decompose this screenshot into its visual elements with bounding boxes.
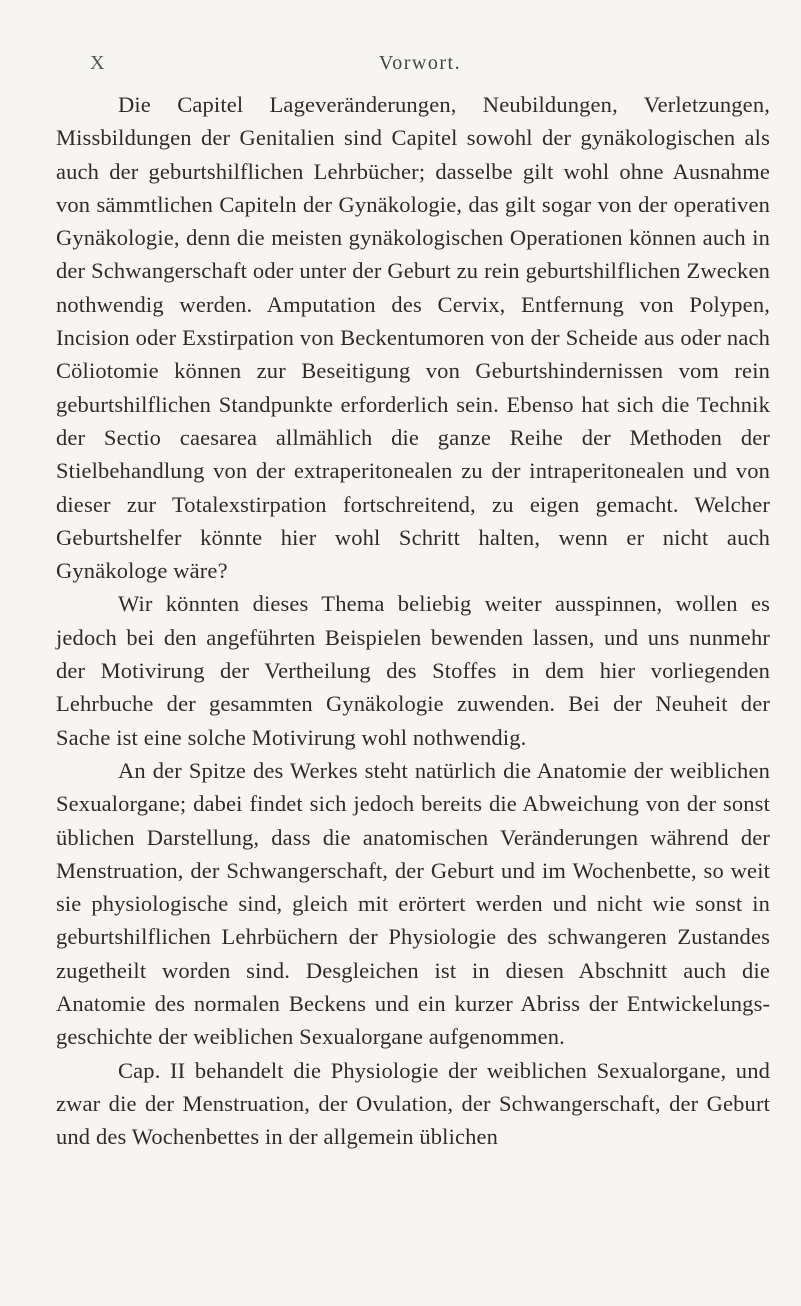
running-title: Vorwort. bbox=[378, 52, 462, 74]
page-number: X bbox=[90, 52, 106, 74]
paragraph-4: Cap. II behandelt die Physiologie der weiblichen Sexualorgane, und zwar die der Menstruation, der Ovulation, der Schwangerschaft, der Geburt und des Wochenbettes in der allgemein üblichen bbox=[56, 1057, 770, 1150]
body-text bbox=[56, 88, 770, 1154]
paragraph-2: Wir könnten dieses Thema beliebig weiter ausspinnen, wollen es jedoch bei den angeführten Beispielen bewenden lassen, und uns nunmehr der Motivirung der Vertheilung des Stoffes in dem hier vorliegenden Lehrbuche der gesammten Gynäkologie zuwenden. Bei der Neuheit der Sache ist eine solche Motivirung wohl nothwendig. bbox=[56, 591, 770, 750]
paragraph-3: An der Spitze des Werkes steht natürlich die Anatomie der weiblichen Sexualorgane; dabei findet sich jedoch bereits die Abweichung von der sonst üblichen Darstellung, dass die anatomischen Veränderungen während der Menstruation, der Schwangerschaft, der Geburt und im Wochenbette, so weit sie physiologische sind, gleich mit erörtert werden und nicht wie sonst in geburtshilflichen Lehrbüchern der Physiologie des schwangeren Zustandes zugetheilt worden sind. Desgleichen ist in diesen Abschnitt auch die Anatomie des normalen Beckens und ein kurzer Abriss der Entwickelungsgeschichte der weiblichen Sexualorgane aufgenommen. bbox=[56, 757, 770, 1050]
running-head bbox=[90, 52, 750, 80]
paragraph-1: Die Capitel Lageveränderungen, Neubildungen, Verletzungen, Missbildungen der Genitalien sind Capitel sowohl der gynäkologischen als auch der geburtshilflichen Lehrbücher; dasselbe gilt wohl ohne Ausnahme von sämmtlichen Capiteln der Gynäkologie, das gilt sogar von der operativen Gynäkologie, denn die meisten gynäkologischen Operationen können auch in der Schwangerschaft oder unter der Geburt zu rein geburtshilflichen Zwecken nothwendig werden. Amputation des Cervix, Entfernung von Polypen, Incision oder Exstirpation von Beckentumoren von der Scheide aus oder nach Cöliotomie können zur Beseitigung von Geburtshindernissen vom rein geburtshilflichen Standpunkte erforderlich sein. Ebenso hat sich die Technik der Sectio caesarea allmählich die ganze Reihe der Methoden der Stielbehandlung von der extraperitonealen zu der intraperitonealen und von dieser zur Totalexstirpation fortschreitend, zu eigen gemacht. Welcher Geburtshelfer könnte hier wohl Schritt halten, wenn er nicht auch Gynäkologe wäre? bbox=[56, 92, 770, 584]
